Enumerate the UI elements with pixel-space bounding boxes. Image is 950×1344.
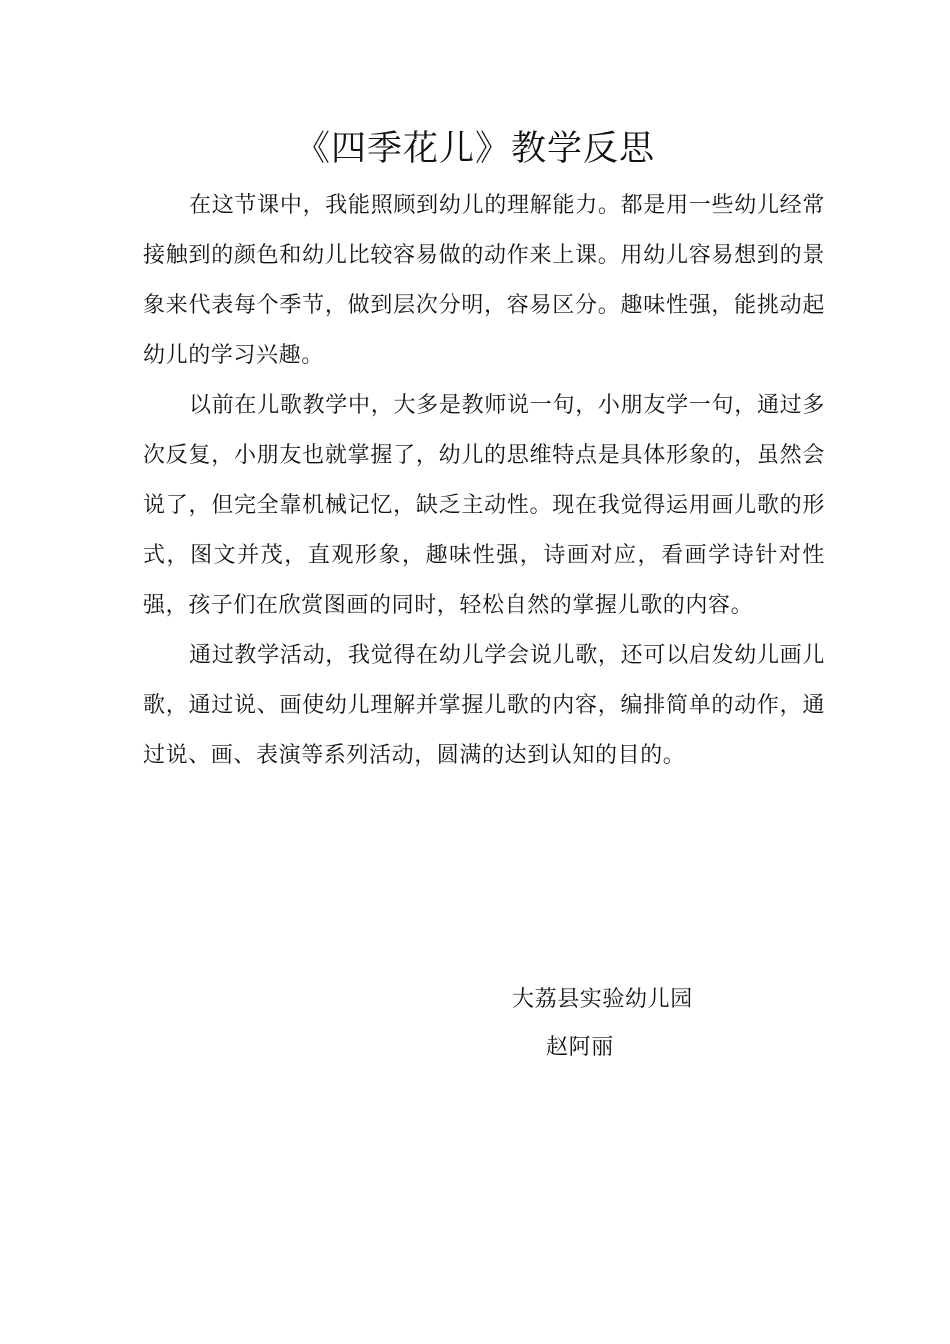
document-body	[143, 181, 825, 781]
document-title: 《四季花儿》教学反思	[294, 129, 655, 169]
paragraph-2: 以前在儿歌教学中，大多是教师说一句，小朋友学一句，通过多次反复，小朋友也就掌握了，幼儿的思维特点是具体形象的，虽然会说了，但完全靠机械记忆，缺乏主动性。现在我觉得运用画儿歌的形式，图文并茂，直观形象，趣味性强，诗画对应，看画学诗针对性强，孩子们在欣赏图画的同时，轻松自然的掌握儿歌的内容。	[143, 393, 825, 618]
paragraph-1: 在这节课中，我能照顾到幼儿的理解能力。都是用一些幼儿经常接触到的颜色和幼儿比较容易做的动作来上课。用幼儿容易想到的景象来代表每个季节，做到层次分明，容易区分。趣味性强，能挑动起幼儿的学习兴趣。	[143, 193, 825, 368]
paragraph-3: 通过教学活动，我觉得在幼儿学会说儿歌，还可以启发幼儿画儿歌，通过说、画使幼儿理解并掌握儿歌的内容，编排简单的动作，通过说、画、表演等系列活动，圆满的达到认知的目的。	[143, 643, 825, 768]
signature-organization: 大荔县实验幼儿园	[512, 987, 693, 1012]
signature-author: 赵阿丽	[546, 1035, 614, 1060]
